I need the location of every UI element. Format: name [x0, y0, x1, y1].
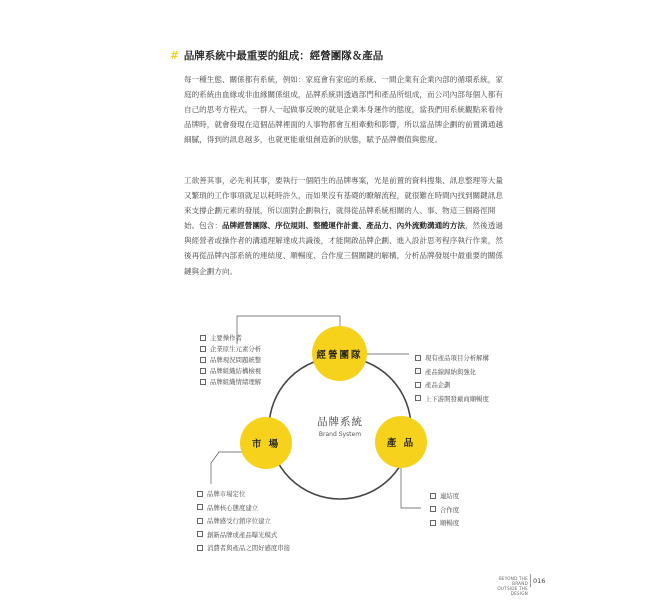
list-item [415, 392, 489, 406]
checkbox-icon [197, 531, 203, 537]
list-item [415, 351, 489, 365]
list-item-label: 現有產品項目分析解構 [425, 354, 489, 363]
team-list [200, 332, 261, 387]
node-market: 市 場 [240, 417, 292, 469]
list-item-label: 產品線歸納與強化 [425, 367, 477, 376]
list-item-label: 品牌核心態度建立 [207, 503, 259, 512]
product-list [415, 351, 489, 405]
checkbox-icon [200, 357, 206, 363]
checkbox-icon [415, 368, 421, 374]
hash-mark: # [170, 50, 179, 62]
checkbox-icon [197, 504, 203, 510]
list-item-label: 連結度 [440, 492, 460, 501]
checkbox-icon [415, 355, 421, 361]
paragraph-process-before: 工欲善其事，必先利其事，要執行一個陌生的品牌專案，光是前置的資料搜集、訊息整理等大量又繁瑣的工作事項就足以耗時許久，而如果沒有基礎的瞭解流程，就很難在時間內找到關鍵訊息來支撐企劃元素的發展，所以面對企劃執行，就得從品牌系統相關的人、事、物這三個路徑開始。包含： [184, 176, 503, 231]
list-item-label: 品牌市場定位 [207, 490, 246, 499]
center-label-en: Brand System [318, 431, 362, 438]
list-item [197, 541, 290, 555]
list-item-label: 品牌感受行銷序位建立 [207, 517, 271, 526]
list-item [197, 528, 290, 542]
footer-divider [530, 574, 531, 587]
paragraph-process-after: ，然後透過與經營者或操作者的溝通理解達成共識後，才能開啟品牌企劃、進入設計思考程序執行作業，然後再從品牌內部系統的連結度、順暢度、合作度三個關鍵的解構，分析品牌發展中最重要的關係鏈與企劃方向。 [184, 221, 503, 276]
list-item-label: 品牌組織情緒理解 [210, 378, 262, 386]
checkbox-icon [430, 493, 436, 499]
product-bottom-list [430, 489, 459, 530]
list-item [415, 365, 489, 379]
checkbox-icon [200, 368, 206, 374]
connector-market [211, 452, 243, 484]
list-item-label: 企業原生元素分析 [210, 345, 262, 353]
checkbox-icon [200, 335, 206, 341]
list-item [200, 354, 261, 365]
footer-tagline-line1: BEYOND THE BRAND [498, 576, 528, 586]
checkbox-icon [200, 346, 206, 352]
center-label-zh: 品牌系統 [317, 416, 363, 428]
list-item [415, 378, 489, 392]
checkbox-icon [415, 382, 421, 388]
list-item [197, 487, 290, 501]
list-item [200, 343, 261, 354]
footer-tagline-line2: OUTSIDE THE DESIGN [497, 586, 528, 596]
list-item [197, 501, 290, 515]
list-item [200, 376, 261, 387]
list-item-label: 合作度 [440, 505, 460, 514]
node-product: 產 品 [375, 416, 427, 468]
list-item-label: 品牌現況問題統整 [210, 356, 262, 364]
list-item-label: 創新品牌或產品曝光模式 [207, 530, 278, 539]
list-item [197, 514, 290, 528]
checkbox-icon [197, 491, 203, 497]
checkbox-icon [197, 545, 203, 551]
page-number: 016 [533, 577, 546, 585]
list-item-label: 主要操作者 [210, 334, 242, 342]
center-label [300, 414, 380, 438]
list-item-label: 品牌組織結構檢視 [210, 367, 262, 375]
checkbox-icon [430, 520, 436, 526]
node-team: 經營團隊 [312, 326, 367, 381]
list-item [200, 332, 261, 343]
list-item-label: 產品企劃 [425, 381, 451, 390]
market-list [197, 487, 290, 555]
checkbox-icon [200, 379, 206, 385]
list-item-label: 上下游開發廠商順暢度 [425, 394, 489, 403]
list-item [430, 489, 459, 503]
section-title-text: 品牌系統中最重要的組成：經營團隊＆產品 [183, 50, 384, 62]
list-item [200, 365, 261, 376]
list-item [430, 503, 459, 517]
paragraph-process-bold: 品牌經營團隊、序位規則、整體運作計畫、產品力、內外流動溝通的方法 [221, 221, 465, 231]
list-item-label: 順暢度 [440, 519, 460, 528]
checkbox-icon [430, 506, 436, 512]
paragraph-intro-text: 每一種生態、關係都有系統，例如：家庭會有家庭的系統、一間企業有企業內部的循環系統，家庭的系統由血緣或非血緣關係組成，品牌系統則透過部門和產品所組成，而公司內部每個人都有自己的思考方程式，一群人一起做事反映的就是企業本身運作的態度，當我們用系統觀點來看待品牌時，就會發現在這個品牌裡面的人事物都會互相牽動和影響，所以當品牌企劃的前置溝通越細膩，得到的訊息越多，也就更能重組創造新的狀態，賦予品牌價值與態度。 [184, 75, 503, 145]
list-item-label: 消費者與產品之間好感度串接 [207, 544, 291, 553]
checkbox-icon [197, 518, 203, 524]
footer-tagline [482, 576, 528, 596]
list-item [430, 516, 459, 530]
checkbox-icon [415, 395, 421, 401]
connector-product-bottom [401, 468, 421, 508]
